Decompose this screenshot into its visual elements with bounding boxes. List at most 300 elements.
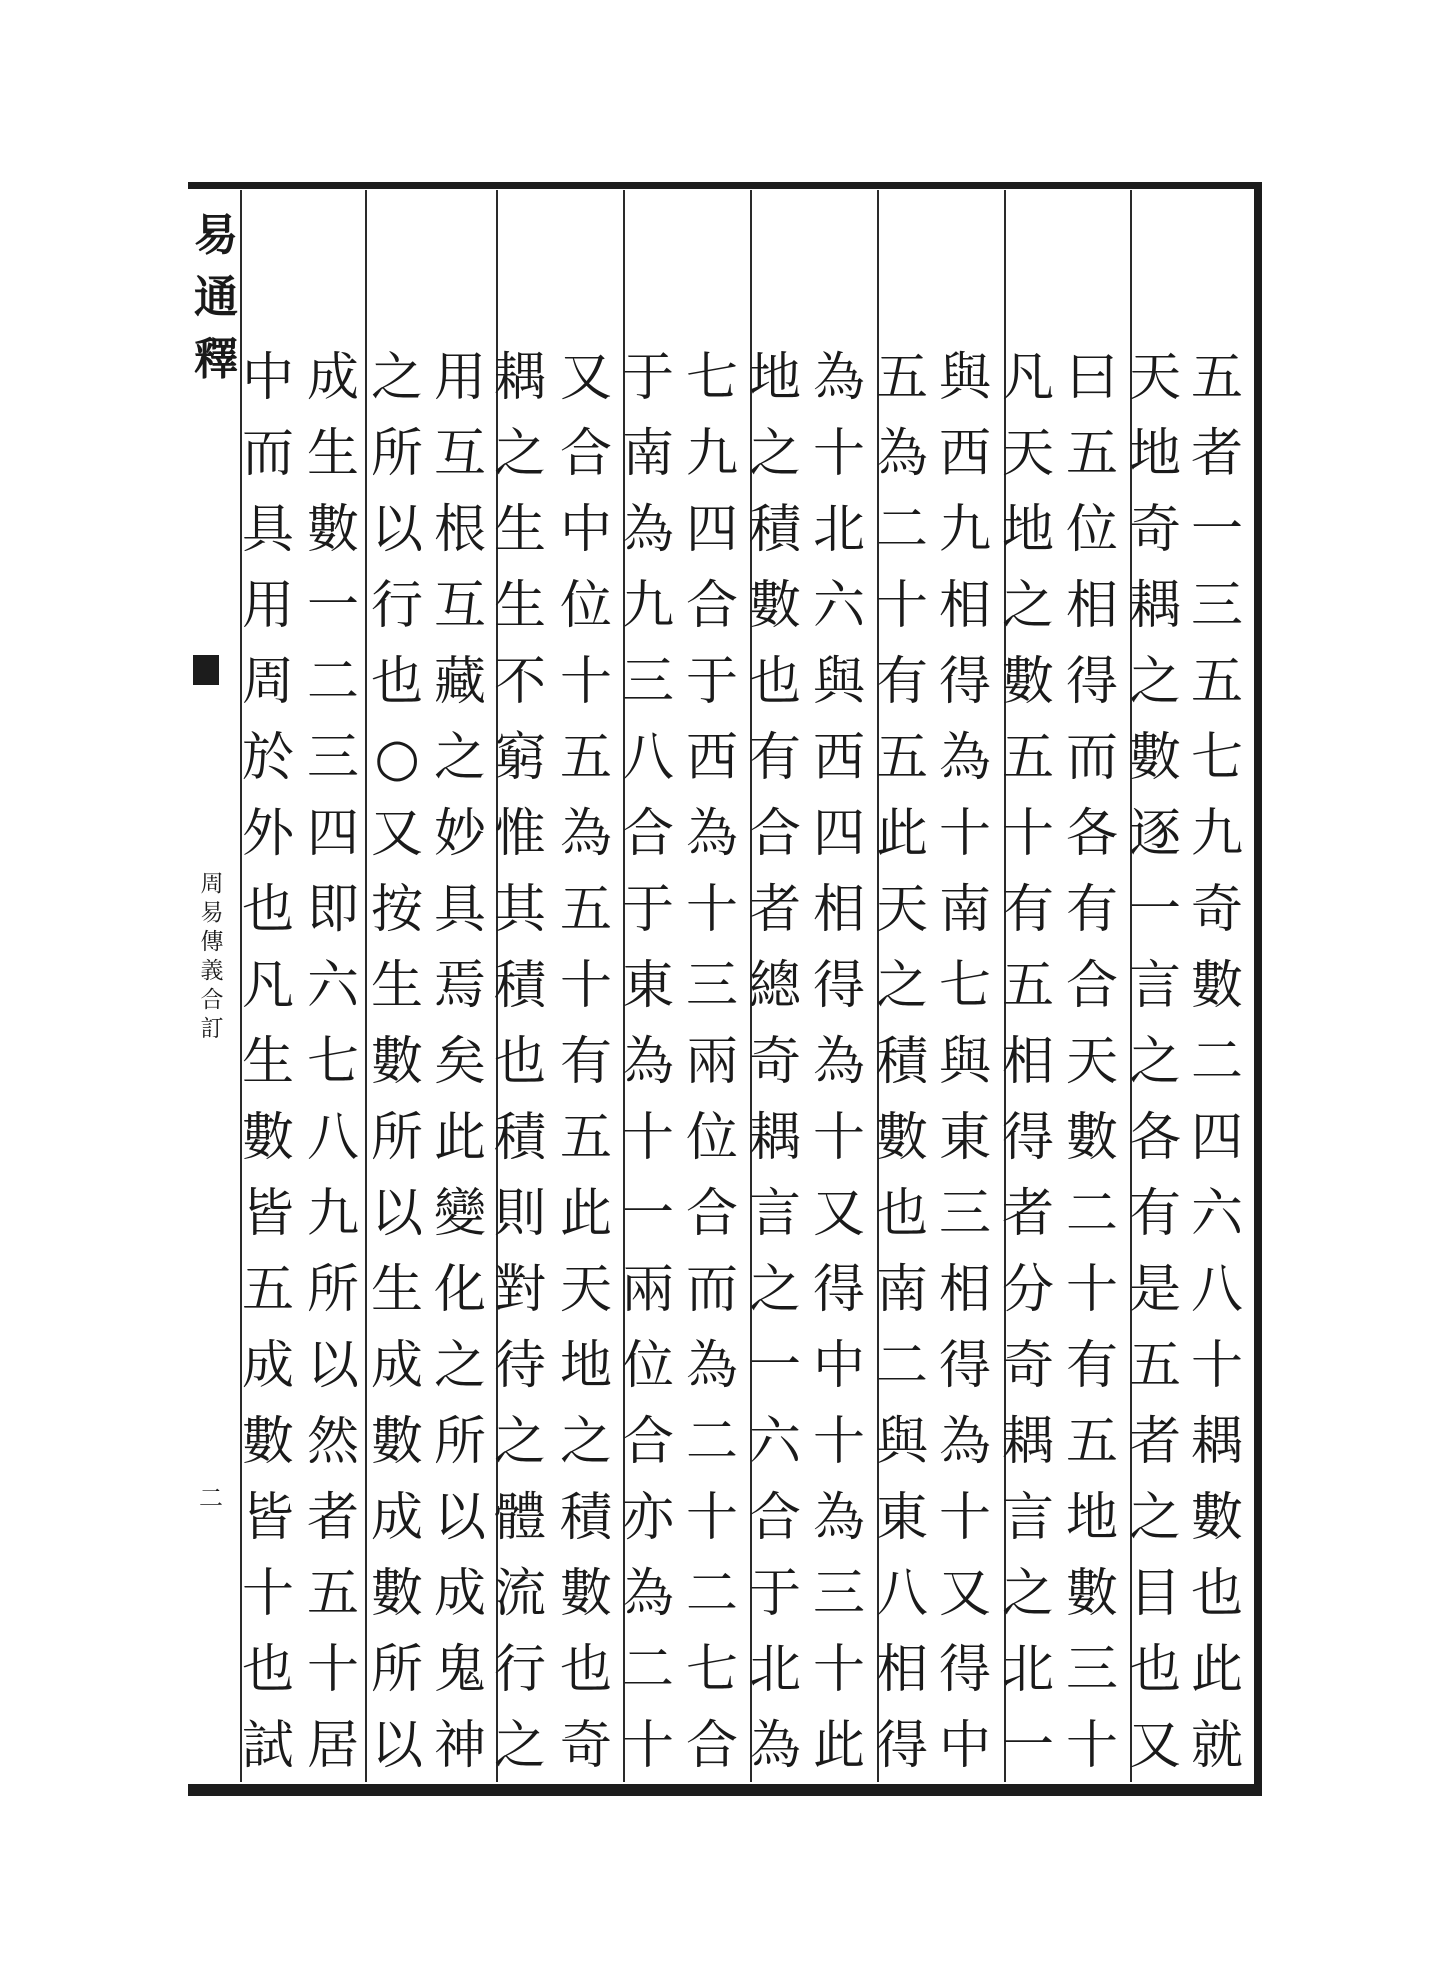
glyph: 八: [306, 1108, 359, 1168]
glyph: 二: [1190, 1032, 1243, 1092]
glyph: 以: [306, 1336, 359, 1396]
glyph: 周: [200, 871, 224, 897]
glyph: 二: [306, 652, 359, 712]
glyph: 傳: [200, 929, 224, 955]
glyph: 對: [493, 1260, 546, 1320]
glyph: 二: [875, 1336, 928, 1396]
glyph: 位: [1065, 500, 1118, 560]
glyph: 之: [433, 728, 486, 788]
glyph: 合: [685, 576, 738, 636]
glyph: 有: [875, 652, 928, 712]
glyph: 于: [621, 348, 674, 408]
glyph: 為: [621, 1032, 674, 1092]
fishtail-mark: [193, 655, 219, 685]
glyph: 五: [1190, 652, 1243, 712]
glyph: 數: [241, 1412, 294, 1472]
glyph: 得: [1065, 652, 1118, 712]
glyph: 易: [194, 210, 238, 261]
glyph: 也: [1190, 1564, 1243, 1624]
text-column: [1182, 340, 1252, 1784]
glyph: 六: [1190, 1184, 1243, 1244]
glyph: 目: [1128, 1564, 1181, 1624]
glyph: 四: [685, 500, 738, 560]
glyph: 居: [306, 1716, 359, 1776]
glyph: 生: [306, 424, 359, 484]
glyph: 數: [1190, 956, 1243, 1016]
glyph: 此: [433, 1108, 486, 1168]
glyph: 易: [200, 900, 224, 926]
glyph: 化: [433, 1260, 486, 1320]
glyph: 所: [370, 424, 423, 484]
glyph: 合: [1065, 956, 1118, 1016]
glyph: 積: [559, 1488, 612, 1548]
glyph: 十: [812, 1640, 865, 1700]
glyph: 得: [875, 1716, 928, 1776]
glyph: 也: [875, 1184, 928, 1244]
glyph: 相: [938, 1260, 991, 1320]
glyph: 五: [1001, 728, 1054, 788]
glyph: 耦: [1190, 1412, 1243, 1472]
glyph: 數: [241, 1108, 294, 1168]
glyph: 又: [1128, 1716, 1181, 1776]
glyph: 五: [875, 348, 928, 408]
text-column: [1057, 340, 1127, 1784]
glyph: 二: [685, 1564, 738, 1624]
glyph: 之: [748, 424, 801, 484]
glyph: 之: [748, 1260, 801, 1320]
glyph: 十: [306, 1640, 359, 1700]
glyph: 此: [559, 1184, 612, 1244]
text-column: [485, 340, 555, 1784]
glyph: 耦: [1001, 1412, 1054, 1472]
glyph: 又: [370, 804, 423, 864]
glyph: 數: [1001, 652, 1054, 712]
glyph: 妙: [433, 804, 486, 864]
glyph: 于: [748, 1564, 801, 1624]
glyph: 相: [875, 1640, 928, 1700]
glyph: 合: [621, 1412, 674, 1472]
glyph: 成: [241, 1336, 294, 1396]
glyph: 中: [559, 500, 612, 560]
margin-subtitle: [198, 870, 226, 1044]
glyph: 中: [812, 1336, 865, 1396]
glyph: 互: [433, 424, 486, 484]
glyph: 各: [1065, 804, 1118, 864]
glyph: 二: [621, 1640, 674, 1700]
glyph: 數: [559, 1564, 612, 1624]
glyph: 十: [621, 1716, 674, 1776]
glyph: 五: [559, 880, 612, 940]
glyph: 五: [1190, 348, 1243, 408]
glyph: 也: [559, 1640, 612, 1700]
glyph: 十: [1001, 804, 1054, 864]
glyph: 三: [1190, 576, 1243, 636]
glyph: 言: [1128, 956, 1181, 1016]
glyph: 不: [493, 652, 546, 712]
glyph: 數: [370, 1032, 423, 1092]
glyph: 分: [1001, 1260, 1054, 1320]
glyph: 十: [559, 956, 612, 1016]
glyph: 者: [1001, 1184, 1054, 1244]
glyph: 為: [875, 424, 928, 484]
glyph: 三: [621, 652, 674, 712]
glyph: 四: [812, 804, 865, 864]
glyph: 以: [370, 500, 423, 560]
glyph: 為: [812, 1032, 865, 1092]
glyph: 得: [812, 1260, 865, 1320]
glyph: 根: [433, 500, 486, 560]
glyph: 又: [559, 348, 612, 408]
glyph: 地: [1001, 500, 1054, 560]
glyph: 與: [812, 652, 865, 712]
glyph: 為: [685, 804, 738, 864]
glyph: 位: [685, 1108, 738, 1168]
glyph: 數: [1190, 1488, 1243, 1548]
glyph: 就: [1190, 1716, 1243, 1776]
glyph: 十: [812, 1108, 865, 1168]
glyph: 數: [1065, 1108, 1118, 1168]
text-column: [425, 340, 495, 1784]
glyph: 又: [812, 1184, 865, 1244]
glyph: 十: [1065, 1716, 1118, 1776]
glyph: 流: [493, 1564, 546, 1624]
glyph: 合: [559, 424, 612, 484]
glyph: 于: [685, 652, 738, 712]
glyph: 七: [938, 956, 991, 1016]
glyph: 之: [493, 1716, 546, 1776]
glyph: 二: [1065, 1184, 1118, 1244]
text-column: [993, 340, 1063, 1784]
glyph: 五: [1001, 956, 1054, 1016]
glyph: 奇: [559, 1716, 612, 1776]
glyph: 七: [685, 348, 738, 408]
glyph: 窮: [493, 728, 546, 788]
glyph: 北: [812, 500, 865, 560]
glyph: 之: [1001, 576, 1054, 636]
glyph: 也: [1128, 1640, 1181, 1700]
glyph: 三: [306, 728, 359, 788]
glyph: 五: [241, 1260, 294, 1320]
glyph: 數: [1065, 1564, 1118, 1624]
glyph: 其: [493, 880, 546, 940]
glyph: 九: [938, 500, 991, 560]
glyph: 耦: [493, 348, 546, 408]
glyph: 三: [685, 956, 738, 1016]
glyph: 通: [194, 272, 238, 323]
glyph: 為: [938, 1412, 991, 1472]
glyph: 互: [433, 576, 486, 636]
glyph: 八: [1190, 1260, 1243, 1320]
glyph: 有: [1128, 1184, 1181, 1244]
glyph: 合: [621, 804, 674, 864]
glyph: 之: [493, 424, 546, 484]
glyph: 數: [306, 500, 359, 560]
glyph: 成: [370, 1488, 423, 1548]
glyph: 南: [875, 1260, 928, 1320]
glyph: 為: [938, 728, 991, 788]
text-column: [613, 340, 683, 1784]
glyph: 積: [493, 956, 546, 1016]
glyph: 數: [748, 576, 801, 636]
glyph: 十: [241, 1564, 294, 1624]
glyph: 數: [1128, 728, 1181, 788]
glyph: 合: [748, 1488, 801, 1548]
glyph: 一: [621, 1184, 674, 1244]
glyph: 積: [493, 1108, 546, 1168]
glyph: 東: [938, 1108, 991, 1168]
glyph: 合: [685, 1716, 738, 1776]
glyph: 生: [241, 1032, 294, 1092]
glyph: 有: [1065, 880, 1118, 940]
glyph: 東: [875, 1488, 928, 1548]
glyph: 也: [748, 652, 801, 712]
glyph: 體: [493, 1488, 546, 1548]
glyph: 相: [812, 880, 865, 940]
glyph: 為: [812, 1488, 865, 1548]
glyph: 五: [1065, 1412, 1118, 1472]
glyph: 也: [241, 1640, 294, 1700]
text-column: [930, 340, 1000, 1784]
glyph: 行: [370, 576, 423, 636]
glyph: 於: [241, 728, 294, 788]
glyph: 奇: [1128, 500, 1181, 560]
glyph: 藏: [433, 652, 486, 712]
glyph: 然: [306, 1412, 359, 1472]
glyph: 所: [433, 1412, 486, 1472]
glyph: 以: [370, 1716, 423, 1776]
glyph: 之: [559, 1412, 612, 1472]
text-column: [362, 340, 432, 1784]
glyph: 所: [370, 1108, 423, 1168]
glyph: 天: [1001, 424, 1054, 484]
glyph: 為: [621, 1564, 674, 1624]
glyph: 相: [1065, 576, 1118, 636]
glyph: 九: [306, 1184, 359, 1244]
glyph: 相: [1001, 1032, 1054, 1092]
glyph: 是: [1128, 1260, 1181, 1320]
glyph: 南: [938, 880, 991, 940]
glyph: 之: [370, 348, 423, 408]
glyph: 也: [241, 880, 294, 940]
glyph: 曰: [1065, 348, 1118, 408]
glyph: 為: [812, 348, 865, 408]
glyph: 西: [812, 728, 865, 788]
glyph: 九: [685, 424, 738, 484]
glyph: 鬼: [433, 1640, 486, 1700]
glyph: 周: [241, 652, 294, 712]
glyph: 得: [938, 1336, 991, 1396]
glyph: 生: [370, 1260, 423, 1320]
glyph: 五: [1065, 424, 1118, 484]
glyph: 待: [493, 1336, 546, 1396]
glyph: 六: [748, 1412, 801, 1472]
glyph: 西: [685, 728, 738, 788]
glyph: 為: [559, 804, 612, 864]
glyph: 天: [559, 1260, 612, 1320]
glyph: 按: [370, 880, 423, 940]
glyph: 即: [306, 880, 359, 940]
glyph: 者: [1128, 1412, 1181, 1472]
glyph: 言: [748, 1184, 801, 1244]
glyph: 以: [433, 1488, 486, 1548]
glyph: 之: [1128, 1032, 1181, 1092]
glyph: 積: [748, 500, 801, 560]
glyph: 北: [748, 1640, 801, 1700]
glyph: 八: [875, 1564, 928, 1624]
glyph: 二: [875, 500, 928, 560]
glyph: 五: [1128, 1336, 1181, 1396]
margin-title: [196, 205, 236, 391]
glyph: 十: [812, 1412, 865, 1472]
glyph: 數: [370, 1564, 423, 1624]
glyph: 而: [1065, 728, 1118, 788]
glyph: 兩: [685, 1032, 738, 1092]
glyph: 所: [306, 1260, 359, 1320]
glyph: 九: [1190, 804, 1243, 864]
glyph: 具: [433, 880, 486, 940]
glyph: 地: [1128, 424, 1181, 484]
glyph: 之: [433, 1336, 486, 1396]
glyph: 成: [433, 1564, 486, 1624]
glyph: 試: [241, 1716, 294, 1776]
glyph: 五: [875, 728, 928, 788]
glyph: 耦: [748, 1108, 801, 1168]
glyph: 之: [493, 1412, 546, 1472]
glyph: 合: [200, 987, 224, 1013]
glyph: 七: [1190, 728, 1243, 788]
glyph: 皆: [241, 1184, 294, 1244]
glyph: 惟: [493, 804, 546, 864]
glyph: 奇: [1190, 880, 1243, 940]
text-column: [551, 340, 621, 1784]
glyph: 十: [938, 1488, 991, 1548]
glyph: 得: [812, 956, 865, 1016]
glyph: 南: [621, 424, 674, 484]
glyph: 四: [1190, 1108, 1243, 1168]
glyph: 十: [559, 652, 612, 712]
glyph: 六: [306, 956, 359, 1016]
glyph: 變: [433, 1184, 486, 1244]
text-column: [740, 340, 810, 1784]
glyph: 積: [875, 1032, 928, 1092]
glyph: 為: [621, 500, 674, 560]
glyph: 凡: [1001, 348, 1054, 408]
glyph: 十: [1190, 1336, 1243, 1396]
glyph: 三: [938, 1184, 991, 1244]
glyph: 北: [1001, 1640, 1054, 1700]
glyph: 以: [370, 1184, 423, 1244]
glyph: 合: [685, 1184, 738, 1244]
glyph: 十: [812, 424, 865, 484]
glyph: 四: [306, 804, 359, 864]
glyph: 則: [493, 1184, 546, 1244]
glyph: 皆: [241, 1488, 294, 1548]
glyph: 生: [493, 576, 546, 636]
glyph: 十: [938, 804, 991, 864]
glyph: 數: [875, 1108, 928, 1168]
glyph: 也: [370, 652, 423, 712]
glyph: 五: [559, 728, 612, 788]
text-column: [1120, 340, 1190, 1784]
glyph: 三: [812, 1564, 865, 1624]
glyph: 一: [1190, 500, 1243, 560]
glyph: 得: [1001, 1108, 1054, 1168]
glyph: 兩: [621, 1260, 674, 1320]
glyph: 十: [875, 576, 928, 636]
glyph: 一: [306, 576, 359, 636]
glyph: 奇: [1001, 1336, 1054, 1396]
glyph: 有: [559, 1032, 612, 1092]
glyph: 義: [200, 958, 224, 984]
folio-number: 二: [199, 1484, 223, 1512]
glyph: 合: [748, 804, 801, 864]
glyph: 言: [1001, 1488, 1054, 1548]
glyph: 十: [685, 1488, 738, 1548]
glyph: 焉: [433, 956, 486, 1016]
glyph: 耦: [1128, 576, 1181, 636]
glyph: 總: [748, 956, 801, 1016]
glyph: 天: [1065, 1032, 1118, 1092]
glyph: 釋: [194, 334, 238, 385]
glyph: 十: [1065, 1260, 1118, 1320]
glyph: 外: [241, 804, 294, 864]
glyph: 一: [1001, 1716, 1054, 1776]
glyph: 矣: [433, 1032, 486, 1092]
text-column: [677, 340, 747, 1784]
glyph: 者: [306, 1488, 359, 1548]
glyph: 六: [812, 576, 865, 636]
glyph: 者: [748, 880, 801, 940]
glyph: 一: [748, 1336, 801, 1396]
glyph: 用: [433, 348, 486, 408]
glyph: 相: [938, 576, 991, 636]
glyph: 之: [1001, 1564, 1054, 1624]
glyph: ○: [374, 728, 420, 788]
glyph: 于: [621, 880, 674, 940]
glyph: 有: [1065, 1336, 1118, 1396]
glyph: 行: [493, 1640, 546, 1700]
glyph: 與: [938, 348, 991, 408]
glyph: 地: [748, 348, 801, 408]
glyph: 又: [938, 1564, 991, 1624]
glyph: 訂: [200, 1016, 224, 1042]
glyph: 生: [370, 956, 423, 1016]
glyph: 凡: [241, 956, 294, 1016]
glyph: 生: [493, 500, 546, 560]
glyph: 八: [621, 728, 674, 788]
glyph: 亦: [621, 1488, 674, 1548]
glyph: 有: [1001, 880, 1054, 940]
glyph: 而: [241, 424, 294, 484]
glyph: 所: [370, 1640, 423, 1700]
glyph: 地: [1065, 1488, 1118, 1548]
glyph: 地: [559, 1336, 612, 1396]
glyph: 奇: [748, 1032, 801, 1092]
glyph: 之: [1128, 1488, 1181, 1548]
glyph: 數: [370, 1412, 423, 1472]
glyph: 中: [241, 348, 294, 408]
glyph: 也: [493, 1032, 546, 1092]
glyph: 十: [685, 880, 738, 940]
glyph: 天: [875, 880, 928, 940]
glyph: 得: [938, 1640, 991, 1700]
text-column: [233, 340, 303, 1784]
glyph: 七: [685, 1640, 738, 1700]
glyph: 天: [1128, 348, 1181, 408]
glyph: 之: [1128, 652, 1181, 712]
glyph: 各: [1128, 1108, 1181, 1168]
glyph: 此: [875, 804, 928, 864]
